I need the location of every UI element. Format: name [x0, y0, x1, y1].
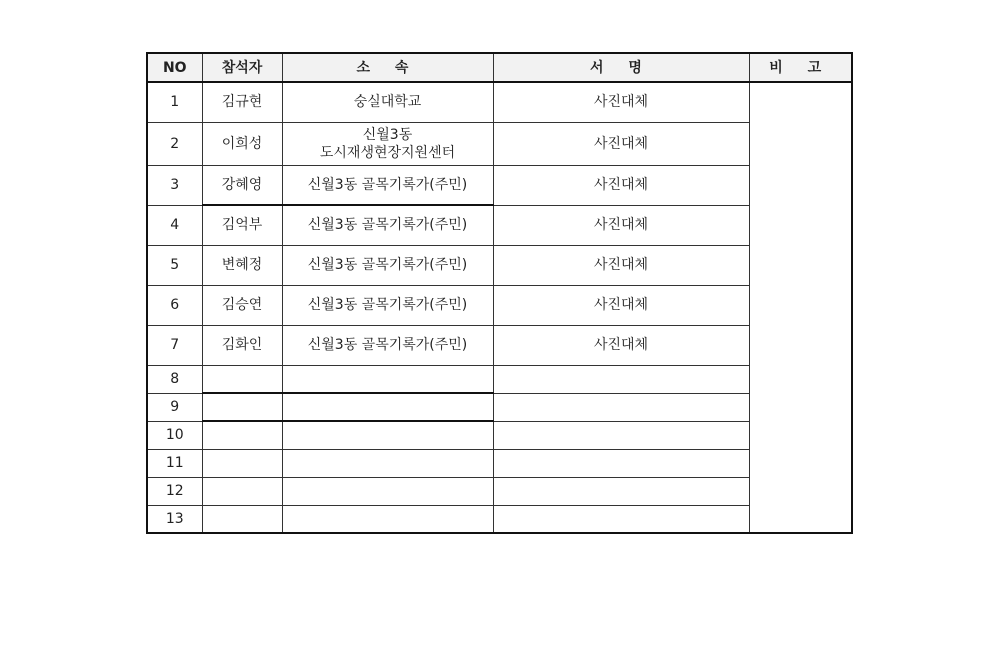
affiliation-cell [282, 421, 493, 449]
row-number: 11 [147, 449, 202, 477]
attendee-name [202, 393, 282, 421]
affiliation-cell [282, 365, 493, 393]
row-number: 9 [147, 393, 202, 421]
header-remarks: 비 고 [749, 53, 852, 82]
affiliation-cell [282, 122, 493, 165]
affiliation-cell [282, 205, 493, 245]
signature-cell [493, 365, 749, 393]
table-row [147, 245, 852, 285]
header-no: NO [147, 53, 202, 82]
header-signature: 서 명 [493, 53, 749, 82]
row-number: 12 [147, 477, 202, 505]
signature-cell: 사진대체 [493, 325, 749, 365]
row-number: 10 [147, 421, 202, 449]
attendee-name [202, 449, 282, 477]
affiliation-cell [282, 165, 493, 205]
affiliation-cell [282, 285, 493, 325]
attendee-name: 김승연 [202, 285, 282, 325]
signature-cell: 사진대체 [493, 205, 749, 245]
table-row [147, 165, 852, 205]
remarks-cell [749, 82, 852, 533]
table-row [147, 82, 852, 122]
attendee-name: 강혜영 [202, 165, 282, 205]
signature-cell [493, 449, 749, 477]
row-number: 13 [147, 505, 202, 533]
table-row [147, 421, 852, 449]
affiliation-cell [282, 449, 493, 477]
affiliation-text: 신월3동 골목기록가(주민) [307, 176, 468, 193]
table-row [147, 365, 852, 393]
row-number: 4 [147, 205, 202, 245]
table-row [147, 505, 852, 533]
row-number: 1 [147, 82, 202, 122]
signature-cell [493, 393, 749, 421]
signature-cell: 사진대체 [493, 82, 749, 122]
row-number: 3 [147, 165, 202, 205]
header-attendee: 참석자 [202, 53, 282, 82]
table-row [147, 325, 852, 365]
affiliation-text: 신월3동 골목기록가(주민) [307, 297, 468, 313]
signature-cell [493, 505, 749, 533]
attendee-name [202, 365, 282, 393]
table-row [147, 285, 852, 325]
signature-cell [493, 477, 749, 505]
table-row [147, 393, 852, 421]
header-affiliation: 소 속 [282, 53, 493, 82]
row-number: 2 [147, 122, 202, 165]
affiliation-text: 신월3동 골목기록가(주민) [307, 217, 468, 234]
row-number: 5 [147, 245, 202, 285]
affiliation-cell [282, 393, 493, 421]
attendee-name [202, 505, 282, 533]
table-row [147, 205, 852, 245]
signature-cell: 사진대체 [493, 122, 749, 165]
row-number: 7 [147, 325, 202, 365]
affiliation-text: 신월3동 골목기록가(주민) [307, 337, 468, 353]
table-row [147, 122, 852, 165]
signature-cell: 사진대체 [493, 245, 749, 285]
affiliation-cell [282, 82, 493, 122]
table-row [147, 449, 852, 477]
attendee-name: 이희성 [202, 122, 282, 165]
header-row [147, 53, 852, 82]
signature-cell: 사진대체 [493, 165, 749, 205]
attendee-name [202, 477, 282, 505]
attendee-name [202, 421, 282, 449]
table-row [147, 477, 852, 505]
attendance-table [146, 52, 853, 534]
attendee-name: 김억부 [202, 205, 282, 245]
affiliation-text: 신월3동 골목기록가(주민) [307, 257, 468, 273]
affiliation-cell [282, 325, 493, 365]
row-number: 8 [147, 365, 202, 393]
attendee-name: 변혜정 [202, 245, 282, 285]
signature-cell [493, 421, 749, 449]
affiliation-cell [282, 477, 493, 505]
affiliation-text: 숭실대학교 [353, 94, 422, 111]
row-number: 6 [147, 285, 202, 325]
affiliation-text: 도시재생현장지원센터 [319, 144, 456, 161]
signature-cell: 사진대체 [493, 285, 749, 325]
affiliation-cell [282, 505, 493, 533]
affiliation-cell [282, 245, 493, 285]
attendee-name: 김규현 [202, 82, 282, 122]
affiliation-text: 신월3동 [362, 126, 413, 143]
attendee-name: 김화인 [202, 325, 282, 365]
